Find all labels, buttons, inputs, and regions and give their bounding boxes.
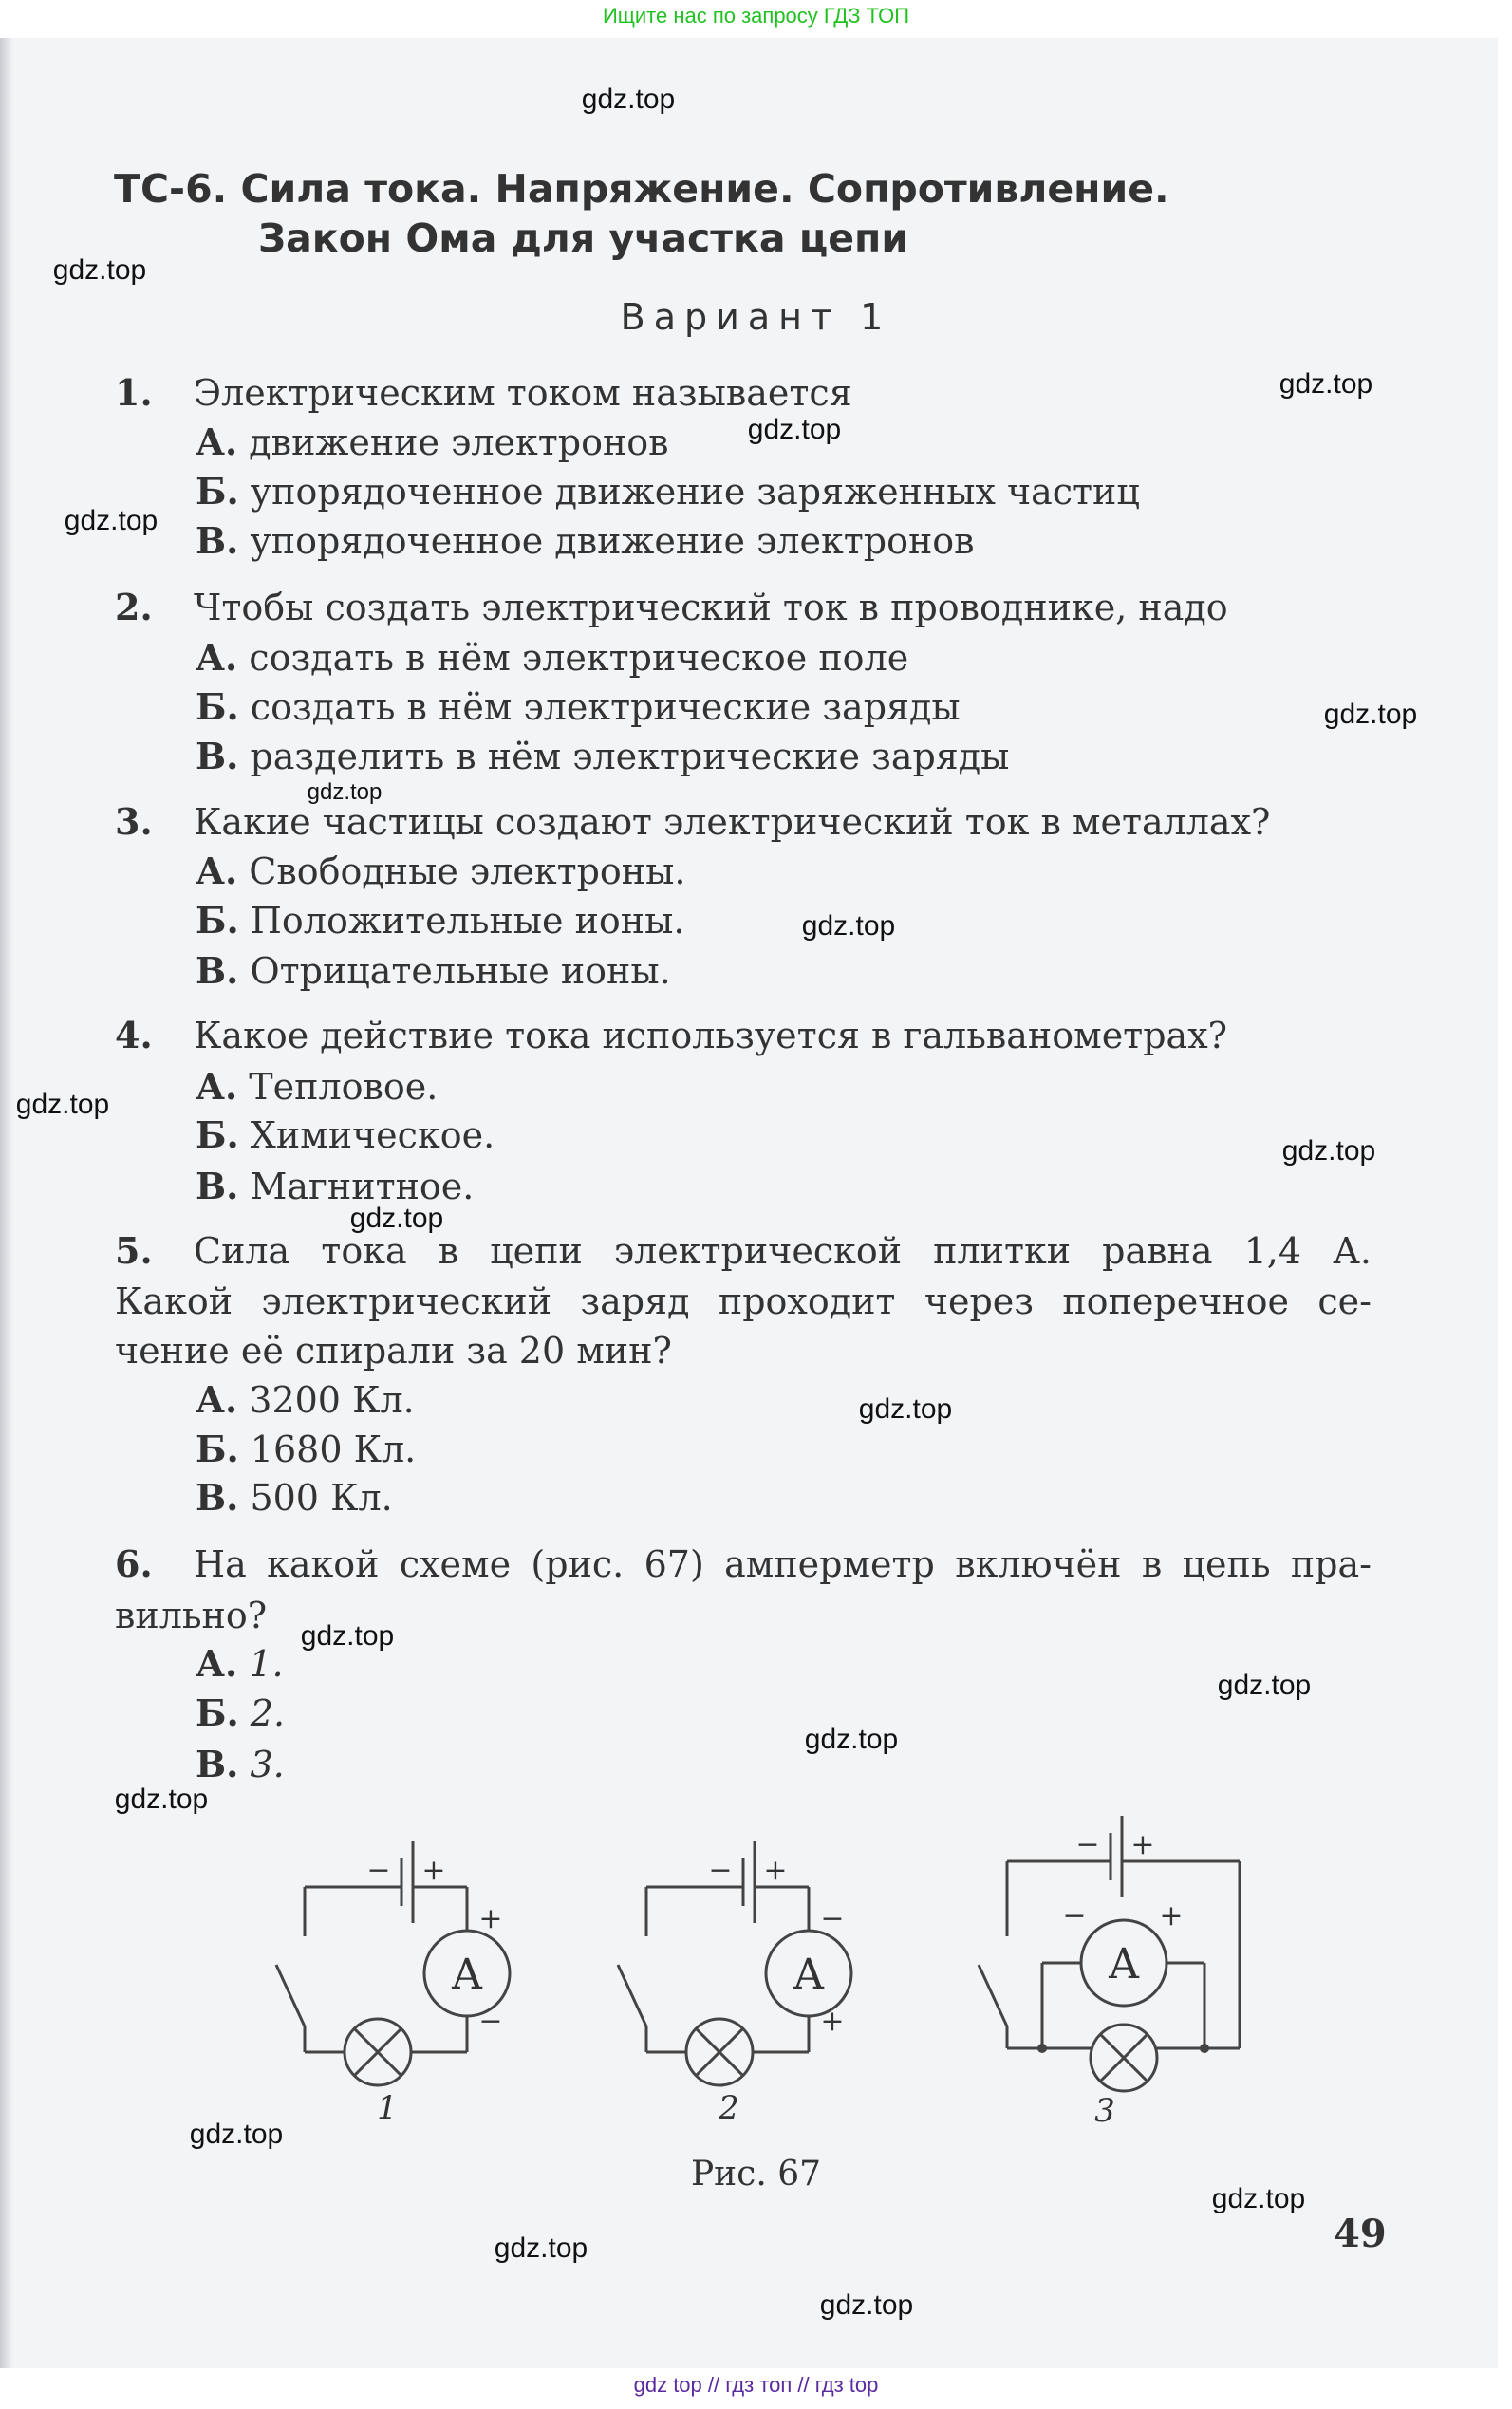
title-line-1: ТС-6. Сила тока. Напряжение. Сопротивление. [114, 166, 1169, 212]
option-text: 2. [250, 1692, 286, 1734]
option-letter: А. [196, 636, 238, 679]
question-number: 1. [115, 371, 153, 414]
watermark[interactable]: gdz.top [1217, 1670, 1312, 1701]
option-letter: Б. [196, 685, 239, 728]
junction-dot [1037, 2044, 1047, 2053]
option-letter: В. [196, 1743, 239, 1785]
watermark[interactable]: gdz.top [494, 2232, 588, 2264]
option-text: Тепловое. [249, 1066, 439, 1108]
option-text: Отрицательные ионы. [250, 950, 671, 992]
watermark[interactable]: gdz.top [15, 1089, 110, 1120]
switch-icon [979, 1965, 1007, 2026]
question-text: чение её спирали за 20 мин? [115, 1330, 672, 1372]
ammeter-symbol: A [452, 1951, 482, 1999]
ammeter-symbol: A [793, 1951, 824, 1999]
footer-links[interactable]: gdz top // гдз топ // гдз top [633, 2373, 879, 2397]
minus-sign: − [708, 1854, 733, 1887]
watermark[interactable]: gdz.top [747, 414, 842, 445]
watermark[interactable]: gdz.top [307, 779, 383, 805]
question-text: вильно? [115, 1595, 268, 1636]
title-line-2: Закон Ома для участка цепи [258, 215, 909, 261]
question-number: 3. [115, 800, 153, 843]
plus-sign: + [1130, 1828, 1155, 1861]
circuit-label: 1 [377, 2089, 398, 2127]
watermark[interactable]: gdz.top [581, 84, 676, 115]
option-text: 1. [249, 1643, 284, 1685]
option-letter: Б. [196, 1691, 239, 1734]
question-number: 4. [115, 1014, 153, 1056]
question-text: На какой схеме (рис. 67) амперметр включён в цепь пра- [194, 1543, 1372, 1585]
option-letter: А. [196, 420, 238, 463]
watermark[interactable]: gdz.top [52, 254, 147, 286]
option-letter: Б. [196, 470, 239, 513]
ammeter-symbol: A [1109, 1940, 1139, 1989]
option-text: упорядоченное движение заряженных частиц [250, 471, 1140, 513]
option-text: упорядоченное движение электронов [250, 520, 975, 562]
circuit-label: 2 [719, 2089, 739, 2127]
ammeter-terminal-sign: − [478, 2005, 503, 2038]
junction-dot [1200, 2044, 1209, 2053]
option-text: 3200 Кл. [249, 1379, 415, 1421]
watermark[interactable]: gdz.top [1279, 368, 1373, 400]
option-text: создать в нём электрическое поле [249, 637, 909, 679]
option-text: 1680 Кл. [250, 1429, 417, 1470]
option-letter: А. [196, 850, 238, 892]
switch-icon [618, 1965, 646, 2026]
option-letter: Б. [196, 899, 239, 942]
option-text: разделить в нём электрические заряды [250, 736, 1010, 777]
option-text: 3. [250, 1744, 285, 1785]
option-text: Свободные электроны. [249, 850, 686, 892]
option-letter: Б. [196, 1113, 239, 1156]
option-letter: Б. [196, 1428, 239, 1470]
question-text: Какой электрический заряд проходит через поперечное се- [115, 1280, 1372, 1322]
ammeter-terminal-sign: + [1159, 1899, 1184, 1933]
watermark[interactable]: gdz.top [858, 1393, 953, 1425]
option-text: 500 Кл. [250, 1477, 393, 1519]
question-text: Сила тока в цепи электрической плитки равна 1,4 А. [194, 1230, 1372, 1272]
variant-heading: Вариант 1 [620, 296, 892, 338]
circuit-label: 3 [1094, 2092, 1115, 2130]
option-letter: В. [196, 1165, 239, 1207]
watermark[interactable]: gdz.top [114, 1783, 209, 1815]
option-text: Положительные ионы. [250, 900, 685, 942]
watermark[interactable]: gdz.top [189, 2119, 284, 2150]
question-number: 2. [115, 586, 153, 628]
ammeter-terminal-sign: + [478, 1902, 503, 1935]
top-banner[interactable]: Ищите нас по запросу ГДЗ ТОП [602, 4, 910, 28]
watermark[interactable]: gdz.top [1323, 699, 1418, 730]
question-text: Электрическим током называется [194, 372, 852, 414]
watermark[interactable]: gdz.top [1211, 2183, 1306, 2214]
option-letter: В. [196, 735, 239, 777]
figure-caption: Рис. 67 [690, 2155, 822, 2194]
plus-sign: + [421, 1854, 446, 1887]
option-text: создать в нём электрические заряды [250, 686, 961, 728]
plus-sign: + [763, 1854, 788, 1887]
option-text: движение электронов [249, 421, 669, 463]
watermark[interactable]: gdz.top [1281, 1135, 1376, 1167]
watermark[interactable]: gdz.top [804, 1724, 899, 1755]
watermark[interactable]: gdz.top [300, 1620, 395, 1652]
question-text: Какие частицы создают электрический ток в металлах? [194, 801, 1271, 843]
page-number: 49 [1334, 2212, 1387, 2256]
ammeter-terminal-sign: − [820, 1902, 845, 1935]
ammeter-terminal-sign: + [820, 2005, 845, 2038]
watermark[interactable]: gdz.top [64, 505, 159, 536]
minus-sign: − [366, 1854, 391, 1887]
option-text: Магнитное. [250, 1166, 475, 1207]
option-letter: В. [196, 519, 239, 562]
ammeter-terminal-sign: − [1062, 1899, 1087, 1933]
option-text: Химическое. [250, 1114, 495, 1156]
option-letter: А. [196, 1065, 238, 1108]
watermark[interactable]: gdz.top [349, 1203, 444, 1234]
option-letter: В. [196, 1476, 239, 1519]
question-number: 6. [115, 1542, 153, 1585]
question-text: Чтобы создать электрический ток в проводнике, надо [194, 587, 1228, 628]
option-letter: В. [196, 949, 239, 992]
question-text: Какое действие тока используется в гальванометрах? [194, 1015, 1227, 1056]
question-number: 5. [115, 1229, 153, 1272]
option-letter: А. [196, 1378, 238, 1421]
option-letter: А. [196, 1642, 238, 1685]
watermark[interactable]: gdz.top [801, 910, 896, 942]
watermark[interactable]: gdz.top [819, 2289, 914, 2321]
minus-sign: − [1075, 1828, 1100, 1861]
switch-icon [276, 1965, 305, 2026]
